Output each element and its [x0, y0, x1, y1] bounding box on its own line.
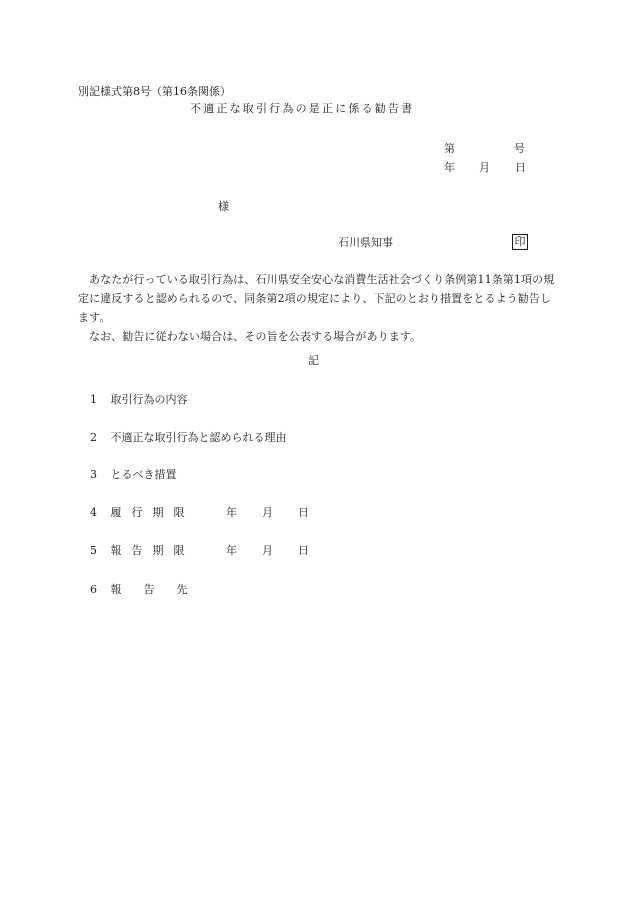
item-label: 不適正な取引行為と認められる理由: [110, 431, 287, 444]
list-item: [90, 544, 309, 557]
item-label: 履行期限: [110, 506, 195, 519]
deadline-year-label: 年: [226, 506, 237, 519]
list-item: [90, 469, 177, 480]
list-item: [90, 506, 309, 519]
list-item: [90, 394, 188, 405]
item-number: 2: [90, 431, 97, 444]
body-paragraph: あなたが行っている取引行為は、石川県安全安心な消費生活社会づくり条例第11条第1項の規定に違反すると認められるので、同条第2項の規定により、下記のとおり措置をとるよう勧告します。: [78, 273, 555, 324]
report-deadline-month-label: 月: [262, 544, 273, 557]
report-deadline-day-label: 日: [298, 544, 309, 557]
deadline-month-label: 月: [262, 506, 273, 519]
date-month-label: 月: [479, 161, 490, 174]
issuer-name: 石川県知事: [338, 236, 393, 249]
item-number: 6: [90, 583, 97, 596]
ki-heading: 記: [308, 354, 319, 367]
item-number: 3: [90, 468, 97, 481]
deadline-day-label: 日: [298, 506, 309, 519]
list-item: [90, 584, 210, 595]
item-label: 報告先: [110, 583, 210, 596]
form-label: 別記様式第8号（第16条関係）: [78, 85, 231, 98]
document-number-prefix: 第: [444, 142, 455, 155]
item-number: 4: [90, 506, 97, 519]
date-day-label: 日: [515, 161, 526, 174]
list-item: [90, 432, 287, 443]
item-label: 報告期限: [110, 544, 195, 557]
document-title: 不適正な取引行為の是正に係る勧告書: [190, 102, 415, 115]
body-paragraph: なお、勧告に従わない場合は、その旨を公表する場合があります。: [89, 330, 422, 343]
item-number: 1: [90, 393, 97, 406]
item-label: 取引行為の内容: [110, 393, 188, 406]
item-label: とるべき措置: [110, 468, 177, 481]
body-text: [78, 270, 558, 346]
item-number: 5: [90, 544, 97, 557]
report-deadline-year-label: 年: [226, 544, 237, 557]
date-year-label: 年: [444, 161, 455, 174]
seal-mark: 印: [512, 234, 528, 250]
addressee-honorific: 様: [218, 200, 229, 213]
document-number-suffix: 号: [514, 142, 525, 155]
